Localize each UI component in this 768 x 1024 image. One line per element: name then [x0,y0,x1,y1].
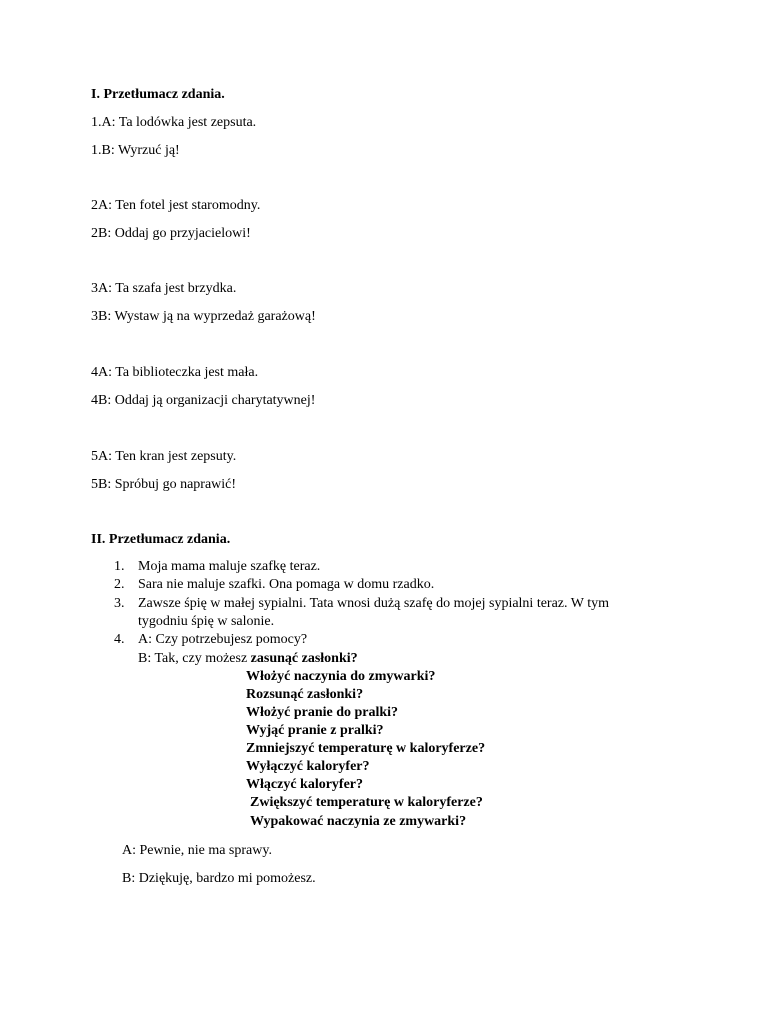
line-3a: 3A: Ta szafa jest brzydka. [91,281,237,296]
answer-b: B: Dziękuję, bardzo mi pomożesz. [122,871,316,886]
option-line: Wyjąć pranie z pralki? [246,723,384,738]
b-line-bold: zasunąć zasłonki? [250,651,358,666]
line-3b: 3B: Wystaw ją na wyprzedaż garażową! [91,309,316,324]
list-item-text: Moja mama maluje szafkę teraz. [138,559,321,574]
option-line: Zwiększyć temperaturę w kaloryferze? [250,795,483,810]
list-item-number: 4. [114,632,125,647]
line-4b: 4B: Oddaj ją organizacji charytatywnej! [91,393,316,408]
line-1a: 1.A: Ta lodówka jest zepsuta. [91,115,257,130]
line-2a: 2A: Ten fotel jest staromodny. [91,198,261,213]
list-item-text-continuation: tygodniu śpię w salonie. [138,614,275,629]
line-5a: 5A: Ten kran jest zepsuty. [91,449,237,464]
line-2b: 2B: Oddaj go przyjacielowi! [91,226,251,241]
option-line: Wyłączyć kaloryfer? [246,759,370,774]
b-line-prefix: B: Tak, czy możesz [138,651,251,666]
line-4a: 4A: Ta biblioteczka jest mała. [91,365,259,380]
list-item-text: Zawsze śpię w małej sypialni. Tata wnosi dużą szafę do mojej sypialni teraz. W tym [138,596,610,611]
option-line: Rozsunąć zasłonki? [246,687,364,702]
section-2-heading: II. Przetłumacz zdania. [91,532,231,547]
answer-a: A: Pewnie, nie ma sprawy. [122,843,272,858]
option-line: Włożyć naczynia do zmywarki? [246,669,436,684]
option-line: Włączyć kaloryfer? [246,777,364,792]
list-item-text: Sara nie maluje szafki. Ona pomaga w domu rzadko. [138,577,435,592]
line-5b: 5B: Spróbuj go naprawić! [91,477,237,492]
option-line: Włożyć pranie do pralki? [246,705,399,720]
line-1b: 1.B: Wyrzuć ją! [91,143,180,158]
option-line: Wypakować naczynia ze zmywarki? [250,814,467,829]
list-item-number: 3. [114,596,125,611]
b-line [138,650,358,668]
option-line: Zmniejszyć temperaturę w kaloryferze? [246,741,486,756]
section-1-heading: I. Przetłumacz zdania. [91,87,225,102]
list-item-text: A: Czy potrzebujesz pomocy? [138,632,308,647]
list-item-number: 2. [114,577,125,592]
list-item-number: 1. [114,559,125,574]
